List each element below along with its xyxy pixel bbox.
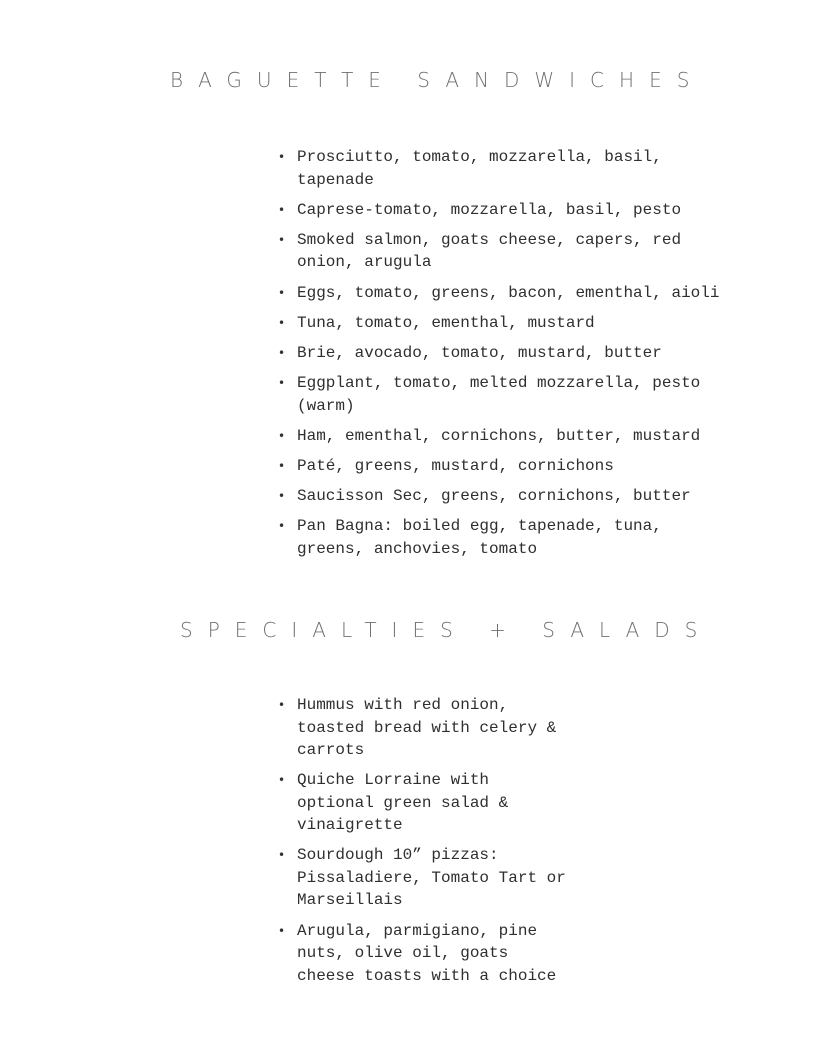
list-item: • Brie, avocado, tomato, mustard, butter bbox=[278, 342, 738, 365]
baguette-sandwiches-list bbox=[278, 146, 738, 568]
list-item: • Sourdough 10” pizzas: Pissaladiere, Tomato Tart or Marseillais bbox=[278, 844, 568, 912]
list-item: • Ham, ementhal, cornichons, butter, mustard bbox=[278, 425, 738, 448]
specialties-salads-list bbox=[278, 694, 568, 995]
list-item: • Pan Bagna: boiled egg, tapenade, tuna, greens, anchovies, tomato bbox=[278, 515, 738, 560]
list-item: • Hummus with red onion, toasted bread with celery & carrots bbox=[278, 694, 568, 762]
list-item: • Prosciutto, tomato, mozzarella, basil, tapenade bbox=[278, 146, 738, 191]
list-item: • Tuna, tomato, ementhal, mustard bbox=[278, 312, 738, 335]
list-item: • Paté, greens, mustard, cornichons bbox=[278, 455, 738, 478]
list-item: • Smoked salmon, goats cheese, capers, red onion, arugula bbox=[278, 229, 738, 274]
section-title-specialties-salads: SPECIALTIES + SALADS bbox=[180, 618, 713, 642]
list-item: • Quiche Lorraine with optional green salad & vinaigrette bbox=[278, 769, 568, 837]
section-title-baguette-sandwiches: BAGUETTE SANDWICHES bbox=[170, 68, 705, 92]
list-item: • Caprese-tomato, mozzarella, basil, pesto bbox=[278, 199, 738, 222]
list-item: • Arugula, parmigiano, pine nuts, olive oil, goats cheese toasts with a choice bbox=[278, 920, 568, 988]
list-item: • Saucisson Sec, greens, cornichons, butter bbox=[278, 485, 738, 508]
list-item: • Eggplant, tomato, melted mozzarella, pesto (warm) bbox=[278, 372, 738, 417]
list-item: • Eggs, tomato, greens, bacon, ementhal, aioli bbox=[278, 282, 738, 305]
